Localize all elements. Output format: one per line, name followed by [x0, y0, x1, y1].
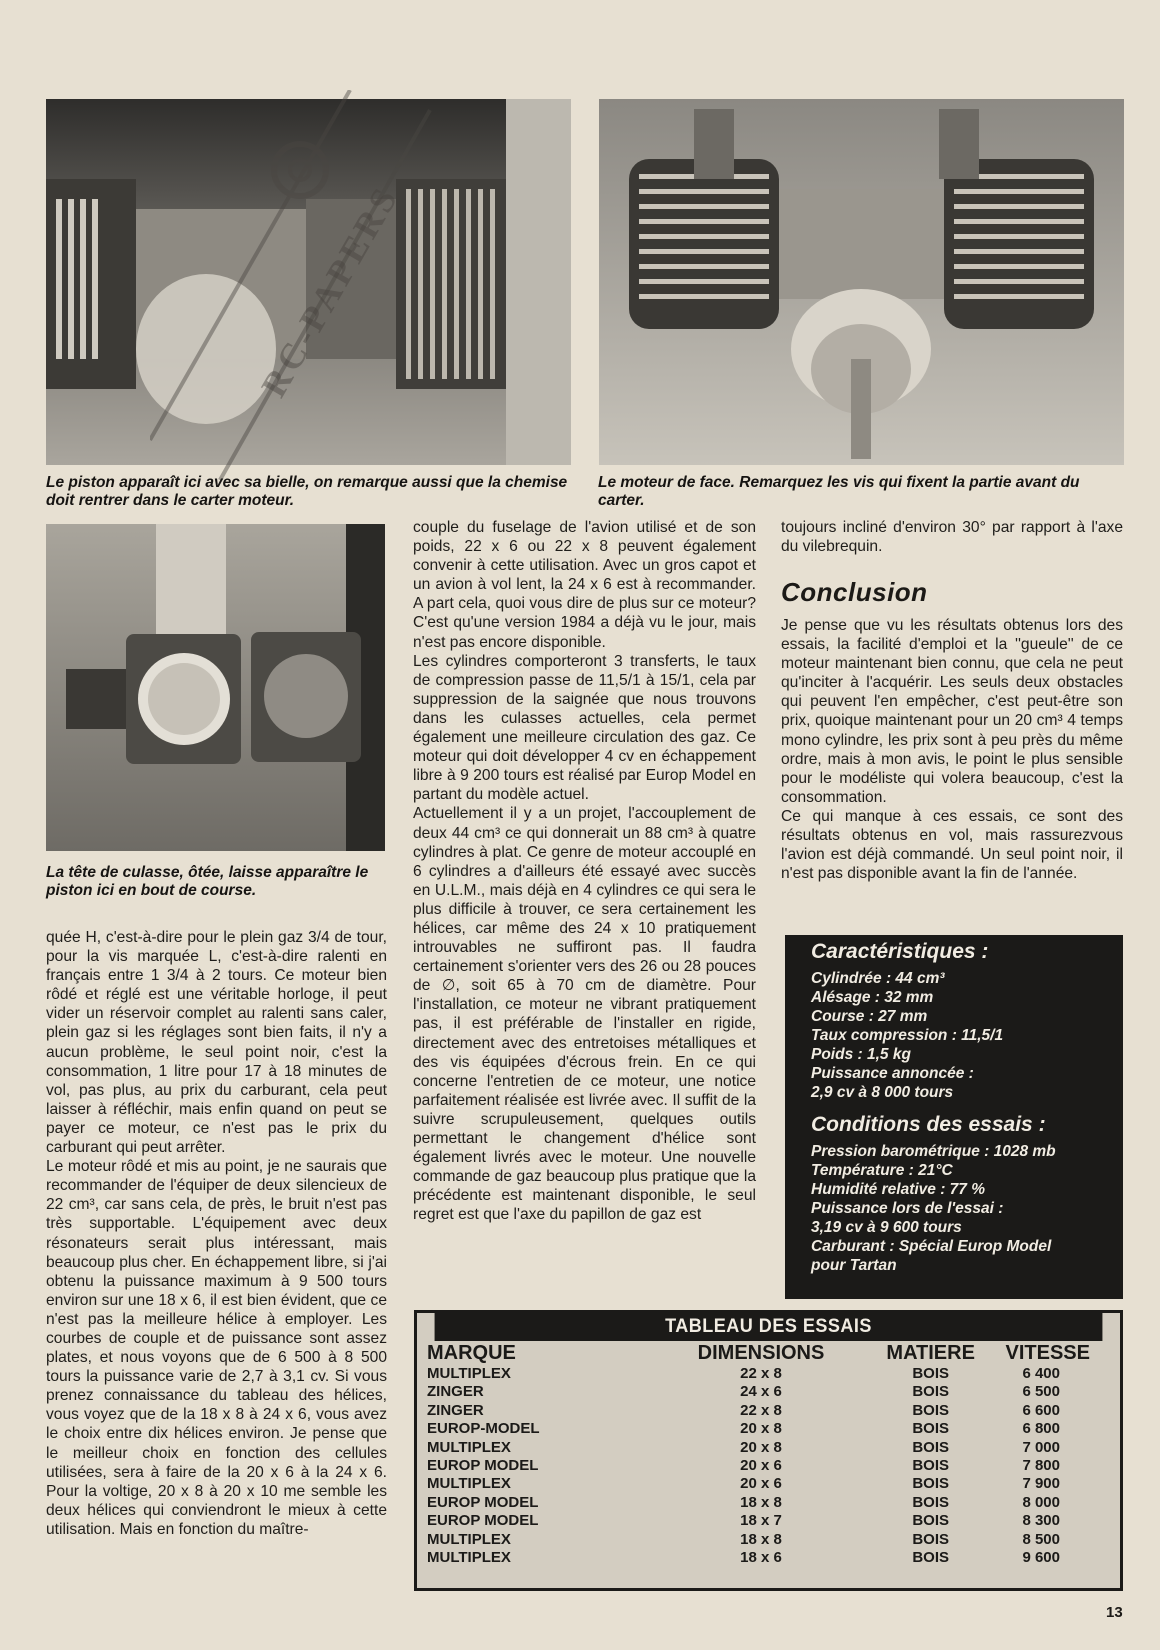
- watermark-stamp: [150, 90, 450, 480]
- cell-dimensions: 18 x 7: [740, 1512, 782, 1530]
- col2-text: [413, 518, 756, 1224]
- table-row: [417, 1439, 1120, 1457]
- specs-box: [785, 935, 1123, 1299]
- conditions-title: Conditions des essais :: [811, 1113, 1046, 1136]
- cell-matiere: BOIS: [912, 1457, 950, 1475]
- cell-matiere: BOIS: [912, 1475, 950, 1493]
- cell-matiere: BOIS: [912, 1420, 950, 1438]
- condition-line: 3,19 cv à 9 600 tours: [811, 1219, 962, 1236]
- cell-marque: EUROP-MODEL: [427, 1420, 540, 1438]
- table-row: [417, 1365, 1120, 1383]
- spec-line: Cylindrée : 44 cm³: [811, 970, 945, 987]
- table-row: [417, 1457, 1120, 1475]
- cell-vitesse: 6 800: [1022, 1420, 1060, 1438]
- cell-marque: MULTIPLEX: [427, 1438, 511, 1456]
- page-number: 13: [1106, 1604, 1123, 1621]
- photo-tete-culasse: [46, 524, 385, 851]
- col2-paragraph-1: couple du fuselage de l'avion utilisé et de son poids, 22 x 6 ou 22 x 8 peuvent également convenir à cette utilisation. Avec un gros capot et un avion à vol lent, la 24 x 6 est à recommander. A part cela, quoi vous dire de plus sur ce moteur? C'est qu'une version 1984 a déjà vu le jour, mais n'est pas encore disponible.: [413, 519, 756, 651]
- cell-marque: EUROP MODEL: [427, 1457, 539, 1475]
- col1-paragraph-2: Le moteur rôdé et mis au point, je ne saurais que recommander de l'équiper de deux silencieux de 22 cm³, car sans cela, de près, le bruit n'est pas très supportable. L'équipement avec deux résonateurs serait plus intéressant, mais beaucoup plus cher. En échappement libre, si j'ai obtenu la puissance maximum à 9 500 tours environ sur une 18 x 6, il est bien évident, que ce n'est pas la meilleure hélice à employer. Les courbes de couple et de puissance sont assez plates, et nous voyons que de 6 500 à 8 500 tours la puissance varie de 2,7 à 3,1 cv. Si vous prenez connaissance du tableau des hélices, vous voyez que de la 18 x 8 à 24 x 6, vous avez le choix entre dix hélices environ. Je pense que le meilleur choix en fonction des cellules utilisées, sera à faire de la 20 x 6 à la 24 x 6. Pour la voltige, 20 x 8 à 20 x 10 me semble les deux hélices qui conviendront le mieux à cette utilisation. Mais en fonction du maître-: [46, 1158, 387, 1538]
- cell-vitesse: 7 000: [1022, 1438, 1060, 1456]
- cell-marque: MULTIPLEX: [427, 1365, 511, 1382]
- table-row: [417, 1383, 1120, 1401]
- table-row: [417, 1494, 1120, 1512]
- spec-line: Taux compression : 11,5/1: [811, 1027, 1004, 1044]
- col2-paragraph-2: Les cylindres comporteront 3 transferts, le taux de compression passe de 11,5/1 à 15/1, cela par suppression de la saignée que nous trouvons dans les culasses actuelles, cela permet également une meilleure circulation des gaz. Ce moteur qui doit développer 4 cv en échappement libre à 9 200 tours est réalisé par Europ Model en partant du modèle actuel.: [413, 652, 756, 804]
- cell-matiere: BOIS: [912, 1493, 950, 1511]
- cell-marque: ZINGER: [427, 1401, 484, 1419]
- table-row: [417, 1531, 1120, 1549]
- condition-line: Humidité relative : 77 %: [811, 1181, 986, 1198]
- cell-vitesse: 7 800: [1022, 1457, 1060, 1475]
- cell-dimensions: 24 x 6: [740, 1383, 782, 1401]
- cell-matiere: BOIS: [912, 1549, 950, 1567]
- table-header-row: [417, 1341, 1120, 1365]
- condition-line: Puissance lors de l'essai :: [811, 1200, 1004, 1217]
- cell-dimensions: 22 x 8: [740, 1365, 782, 1382]
- photo3-caption: La tête de culasse, ôtée, laisse apparaître le piston ici en bout de course.: [46, 864, 369, 899]
- header-vitesse: VITESSE: [1005, 1342, 1090, 1364]
- col3-paragraph-1: Je pense que vu les résultats obtenus lors des essais, la facilité d'emploi et la ''gueule'' de ce moteur maintenant bien connu, que cela ne peut qu'inciter à l'acquérir. Les seuls deux obstacles qui peuvent l'en empêcher, c'est peut-être son prix, quoique maintenant pour un 20 cm³ 4 temps mono cylindre, les prix sont à peu près du même ordre, mais à mon avis, le point le plus sensible pour le modéliste qui volera beaucoup, c'est la consommation.: [781, 617, 1123, 806]
- cell-marque: ZINGER: [427, 1383, 484, 1401]
- cell-vitesse: 6 500: [1022, 1383, 1060, 1401]
- cell-dimensions: 20 x 6: [740, 1457, 782, 1475]
- cell-dimensions: 18 x 8: [740, 1493, 782, 1511]
- table-row: [417, 1512, 1120, 1530]
- cell-marque: EUROP MODEL: [427, 1512, 539, 1530]
- cell-vitesse: 8 500: [1022, 1530, 1060, 1548]
- cell-dimensions: 18 x 6: [740, 1549, 782, 1567]
- col3-text: [781, 616, 1123, 883]
- cell-vitesse: 6 400: [1022, 1365, 1060, 1382]
- header-matiere: MATIERE: [886, 1342, 975, 1364]
- tableau-des-essais: [414, 1310, 1123, 1591]
- cell-marque: MULTIPLEX: [427, 1475, 511, 1493]
- condition-line: Pression barométrique : 1028 mb: [811, 1143, 1056, 1160]
- table-row: [417, 1402, 1120, 1420]
- cell-dimensions: 20 x 8: [740, 1438, 782, 1456]
- conclusion-heading: Conclusion: [781, 577, 928, 607]
- cell-vitesse: 6 600: [1022, 1401, 1060, 1419]
- header-marque: MARQUE: [427, 1342, 516, 1364]
- specs-title: Caractéristiques :: [811, 940, 989, 963]
- cell-marque: MULTIPLEX: [427, 1530, 511, 1548]
- cell-matiere: BOIS: [912, 1365, 950, 1382]
- col1-paragraph-1: quée H, c'est-à-dire pour le plein gaz 3/4 de tour, pour la vis marquée L, c'est-à-dire ralenti en français entre 1 3/4 à 2 tours. Ce moteur bien rôdé et réglé est une véritable horloge, il peut vider un réservoir complet au ralenti sans caler, plein gaz si les réglages sont bien faits, il n'y a aucun problème, le seul point noir, c'est la consommation, 1 litre pour 17 à 18 minutes de vol, pas plus, au prix du carburant, cela peut laisser à réfléchir, mais enfin quand on peut se payer ce moteur, ce n'est pas le prix du carburant qui peut arrêter.: [46, 929, 387, 1157]
- col3-paragraph-0: toujours incliné d'environ 30° par rapport à l'axe du vilebrequin.: [781, 519, 1123, 556]
- condition-line: Carburant : Spécial Europ Model: [811, 1238, 1052, 1255]
- cell-matiere: BOIS: [912, 1438, 950, 1456]
- cell-dimensions: 22 x 8: [740, 1401, 782, 1419]
- col2-paragraph-3: Actuellement il y a un projet, l'accouplement de deux 44 cm³ ce qui donnerait un 88 cm³ à quatre cylindres à plat. Ce genre de moteur accouplé en 6 cylindres a d'ailleurs été essayé avec succès en U.L.M., mais déjà en 4 cylindres ce qui sera le plus difficile à trouver, ce sera certainement les hélices, car même des 24 x 10 pratiquement introuvables ne suffiront pas. Il faudra certainement s'orienter vers des 26 ou 28 pouces de ∅, soit 65 à 70 cm de diamètre. Pour l'installation, ce moteur ne vibrant pratiquement pas, il est préférable de l'installer en rigide, directement avec des entretoises métalliques et des vis équipées d'écrous frein. En ce qui concerne l'entretien de ce moteur, une notice parfaitement réalisée est livrée avec. Il suffit de la suivre scrupuleusement, quelques outils permettant le changement d'hélice sont également livrés avec le moteur. Une nouvelle commande de gaz beaucoup plus pratique que la précédente est maintenant disponible, le seul regret est que l'axe du papillon de gaz est: [413, 805, 756, 1224]
- watermark-text: RC-PAPERS: [253, 178, 407, 404]
- photo1-caption: Le piston apparaît ici avec sa bielle, on remarque aussi que la chemise doit rentrer dans le carter moteur.: [46, 474, 568, 509]
- cell-vitesse: 9 600: [1022, 1549, 1060, 1567]
- cell-matiere: BOIS: [912, 1530, 950, 1548]
- cell-vitesse: 8 000: [1022, 1493, 1060, 1511]
- cell-dimensions: 18 x 8: [740, 1530, 782, 1548]
- table-row: [417, 1549, 1120, 1567]
- spec-line: Alésage : 32 mm: [811, 989, 934, 1006]
- table-title: TABLEAU DES ESSAIS: [435, 1313, 1103, 1341]
- col3-intro: [781, 518, 1123, 556]
- cell-dimensions: 20 x 6: [740, 1475, 782, 1493]
- essais-table: [417, 1341, 1120, 1567]
- photo2-caption: Le moteur de face. Remarquez les vis qui fixent la partie avant du carter.: [598, 474, 1080, 509]
- table-row: [417, 1475, 1120, 1493]
- spec-line: Poids : 1,5 kg: [811, 1046, 911, 1063]
- cell-marque: MULTIPLEX: [427, 1549, 511, 1567]
- spec-line: 2,9 cv à 8 000 tours: [811, 1084, 954, 1101]
- col3-paragraph-2: Ce qui manque à ces essais, ce sont des résultats obtenus en vol, mais rassurezvous l'avion est déjà commandé. Un seul point noir, il n'est pas disponible avant la fin de l'année.: [781, 807, 1123, 883]
- spec-line: Puissance annoncée :: [811, 1065, 974, 1082]
- table-row: [417, 1420, 1120, 1438]
- photo-moteur-face: [599, 99, 1124, 465]
- condition-line: pour Tartan: [811, 1257, 897, 1274]
- col1-text: [46, 928, 387, 1539]
- header-dimensions: DIMENSIONS: [697, 1342, 825, 1364]
- cell-vitesse: 7 900: [1022, 1475, 1060, 1493]
- cell-dimensions: 20 x 8: [740, 1420, 782, 1438]
- cell-vitesse: 8 300: [1022, 1512, 1060, 1530]
- spec-line: Course : 27 mm: [811, 1008, 928, 1025]
- cell-marque: EUROP MODEL: [427, 1493, 539, 1511]
- cell-matiere: BOIS: [912, 1401, 950, 1419]
- cell-matiere: BOIS: [912, 1512, 950, 1530]
- condition-line: Température : 21°C: [811, 1162, 953, 1179]
- cell-matiere: BOIS: [912, 1383, 950, 1401]
